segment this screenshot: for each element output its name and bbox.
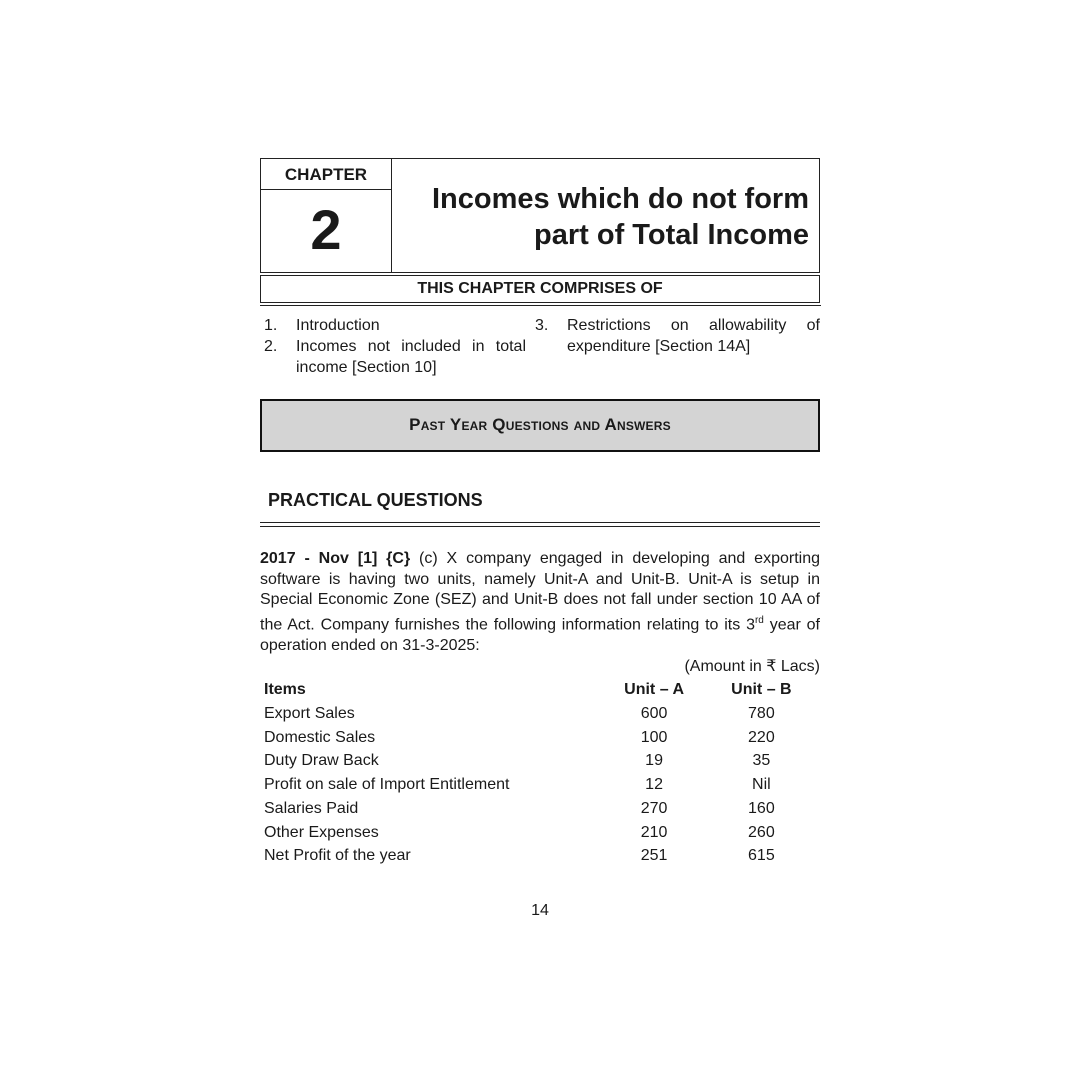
table-cell-unit-a: 210 [640,823,668,841]
table-cell-unit-a: 12 [645,776,663,794]
past-year-banner: Past Year Questions and Answers [260,399,820,452]
chapter-title-line-2: part of Total Income [534,219,809,251]
items-table [260,678,820,868]
table-row [260,702,820,726]
table-cell-item: Duty Draw Back [264,752,379,770]
table-cell-item: Domestic Sales [264,728,376,746]
question-reference: 2017 - Nov [1] {C} [260,550,411,567]
table-row [260,821,820,845]
contents-item-number: 2. [264,338,278,355]
page-number: 14 [531,902,549,919]
chapter-label: CHAPTER [261,159,391,190]
table-cell-unit-a: 251 [640,847,668,865]
table-row [260,773,820,797]
table-row [260,844,820,868]
chapter-title [401,181,809,253]
contents-item-number: 1. [264,317,278,334]
table-cell-item: Export Sales [264,705,355,722]
chapter-contents [260,315,820,391]
comprises-heading: THIS CHAPTER COMPRISES OF [260,275,820,303]
chapter-number: 2 [310,198,342,261]
table-cell-unit-a: 19 [645,752,663,770]
table-cell-unit-b: 615 [748,847,775,865]
contents-item [535,315,820,357]
table-cell-unit-b: 220 [748,728,775,746]
table-cell-unit-a: 600 [640,705,668,722]
table-cell-item: Profit on sale of Import Entitlement [264,776,510,794]
question-body-end: year of operation ended on 31-3-2025: [260,616,820,654]
table-cell-item: Net Profit of the year [264,847,411,865]
document-page [260,158,820,868]
table-cell-item: Salaries Paid [264,799,359,817]
chapter-title-line-1: Incomes which do not form [431,183,809,215]
table-header-row [260,678,820,702]
chapter-header [260,158,820,273]
table-cell-unit-a: 100 [640,728,668,746]
table-cell-unit-b: 35 [752,752,771,770]
table-cell-unit-b: Nil [752,776,771,794]
contents-item [264,336,526,378]
contents-item-text: Introduction [296,317,380,334]
table-cell-unit-a: 270 [640,799,668,817]
table-row [260,797,820,821]
contents-item-text: Restrictions on allowability of expenditure [Section 14A] [567,317,820,355]
column-header-unit-a: Unit – A [624,681,684,699]
contents-item [264,315,526,336]
table-cell-unit-b: 780 [748,705,775,722]
column-header-unit-b: Unit – B [731,681,792,699]
chapter-number-box [261,159,392,272]
table-row [260,726,820,750]
table-cell-unit-b: 260 [748,823,775,841]
question-text [260,549,820,656]
amount-note: (Amount in ₹ Lacs) [684,658,820,676]
contents-item-text: Incomes not included in total income [Section 10] [296,338,526,376]
contents-item-number: 3. [535,317,549,334]
question-body: (c) X company engaged in developing and exporting software is having two units, namely Unit-A and Unit-B. Unit-A is setup in Special Economic Zone (SEZ) and Unit-B does not fall under section 10 AA of the Act. Company furnishes the following information relating to its 3 [260,550,820,634]
ordinal-superscript: rd [754,614,764,626]
table-cell-unit-b: 160 [748,799,775,817]
column-header-items: Items [264,681,306,699]
section-heading: PRACTICAL QUESTIONS [268,490,483,510]
double-divider [260,522,820,527]
table-row [260,749,820,773]
table-cell-item: Other Expenses [264,823,379,841]
